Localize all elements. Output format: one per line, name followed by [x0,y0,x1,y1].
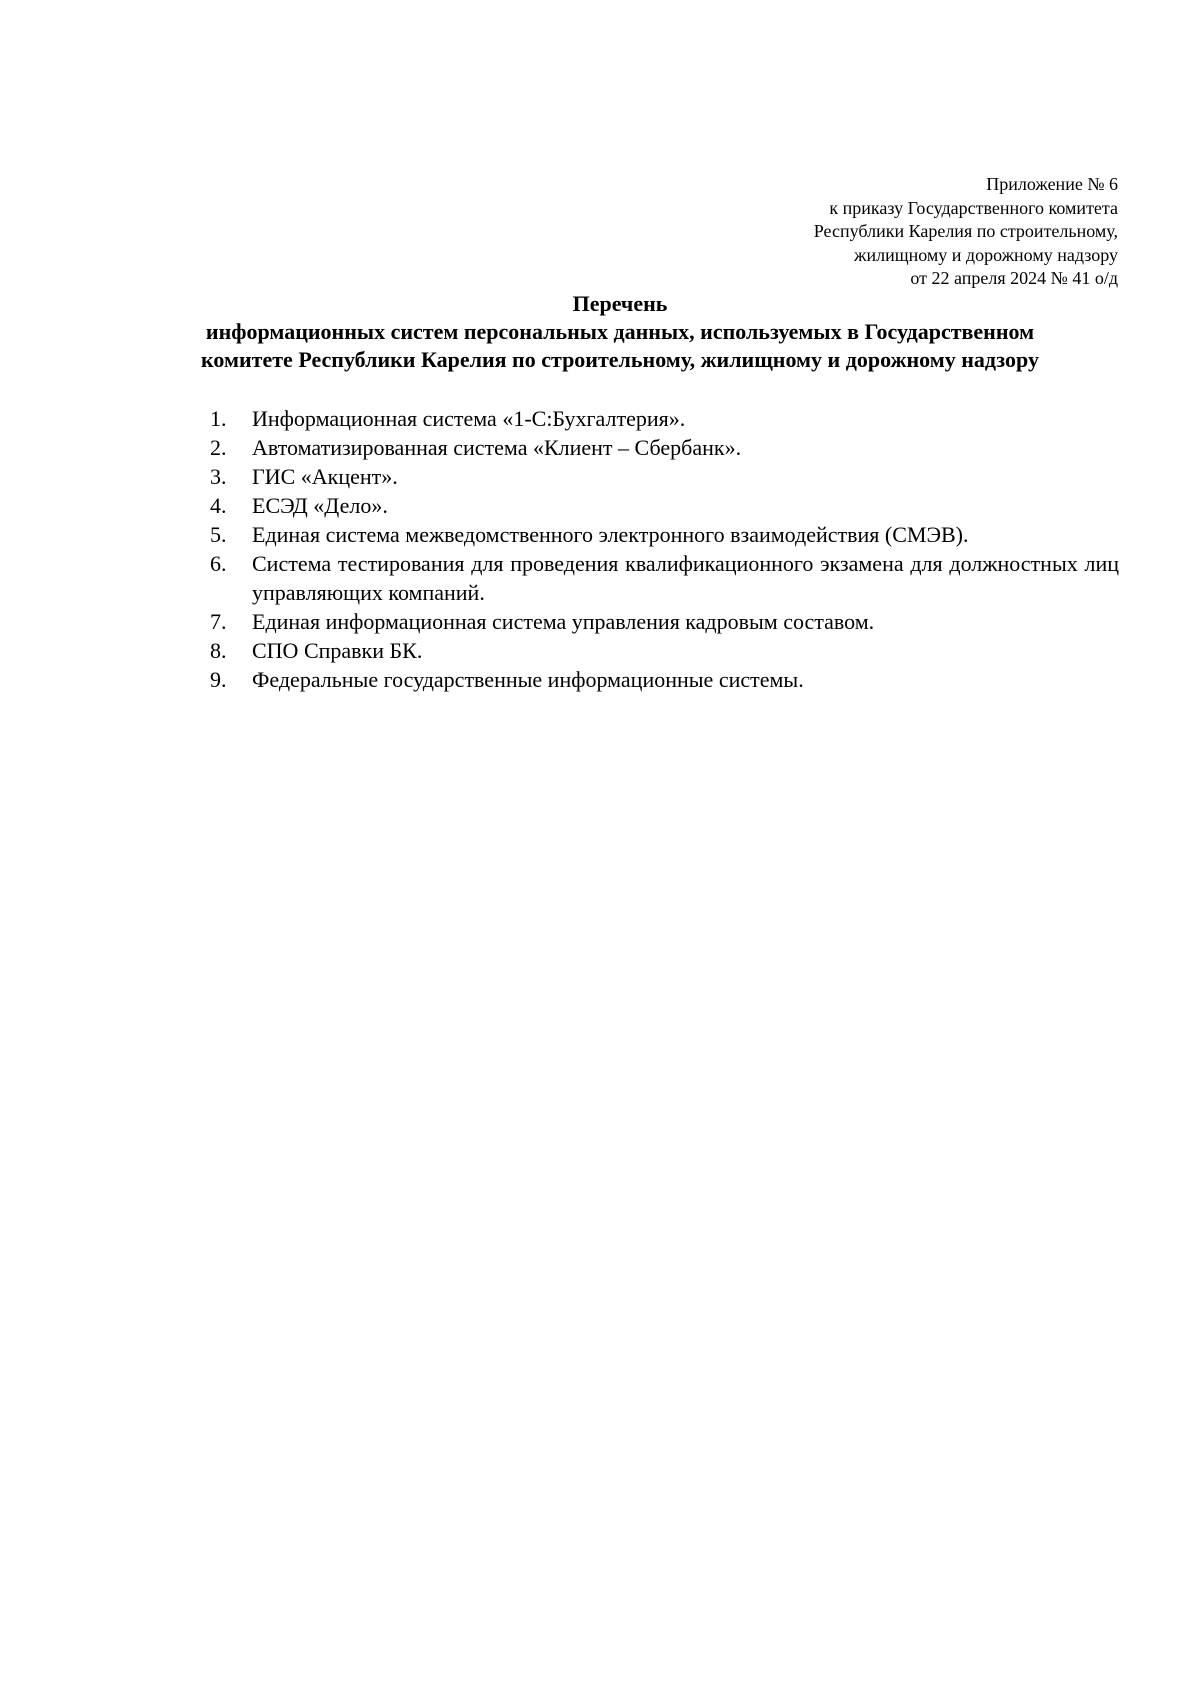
document-title: Перечень [572,291,668,316]
document-heading [120,290,1120,374]
list-item [210,491,1119,520]
document-subtitle-line-1: информационных систем персональных данных, используемых в Государственном [205,319,1035,344]
list-item [210,462,1119,491]
list-item-text: ЕСЭД «Дело». [252,493,388,518]
list-item-number: 1. [210,406,227,431]
list-item-number: 6. [210,551,227,576]
annex-number: Приложение № 6 [986,174,1118,194]
list-item-text: Единая информационная система управления кадровым составом. [252,609,875,634]
annex-order-date: от 22 апреля 2024 № 41 о/д [910,268,1118,288]
list-item-number: 3. [210,464,227,489]
list-item [210,433,1119,462]
document-subtitle-line-2: комитете Республики Карелия по строительному, жилищному и дорожному надзору [201,347,1039,372]
list-item-text: Автоматизированная система «Клиент – Сбербанк». [252,435,742,460]
annex-authority-line: Республики Карелия по строительному, [813,221,1118,241]
list-item [210,607,1119,636]
list-item-text: Единая система межведомственного электронного взаимодействия (СМЭВ). [252,522,969,547]
list-item-text: СПО Справки БК. [252,638,423,663]
list-item-text: Информационная система «1-С:Бухгалтерия». [252,406,686,431]
list-item-text: ГИС «Акцент». [252,464,398,489]
annex-block [418,173,1118,291]
list-item [210,549,1119,607]
annex-authority-line-2: жилищному и дорожному надзору [854,244,1118,265]
annex-order-reference: к приказу Государственного комитета [829,197,1118,218]
list-item-number: 4. [210,493,227,518]
list-item [210,520,1119,549]
list-item [210,636,1119,665]
list-item [210,404,1119,433]
list-item [210,665,1119,694]
systems-list [210,404,1119,694]
list-item-number: 5. [210,522,227,547]
list-item-number: 2. [210,435,227,460]
list-item-number: 9. [210,667,227,692]
list-item-text: Федеральные государственные информационные системы. [252,667,804,692]
list-item-number: 8. [210,638,227,663]
list-item-number: 7. [210,609,227,634]
list-item-text: Система тестирования для проведения квалификационного экзамена для должностных лиц управляющих компаний. [252,551,1119,605]
